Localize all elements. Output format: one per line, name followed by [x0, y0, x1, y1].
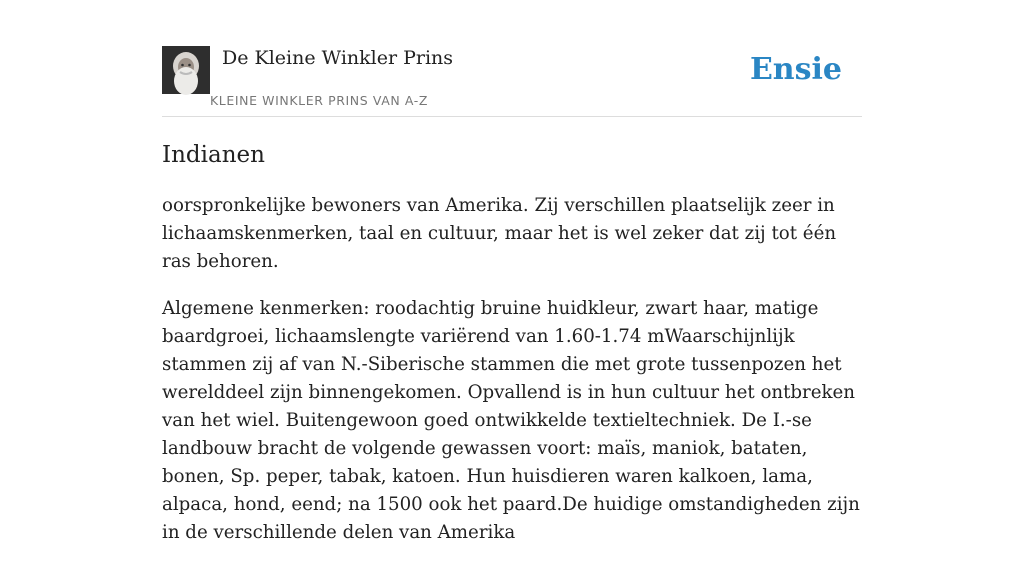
author-avatar[interactable]	[162, 46, 210, 94]
entry-paragraph-1: oorspronkelijke bewoners van Amerika. Zij verschillen plaatselijk zeer in lichaamskenmerken, taal en cultuur, maar het is wel zeker dat zij tot één ras behoren.	[162, 195, 837, 272]
bearded-man-portrait-icon	[162, 46, 210, 94]
entry-paragraph-2: Algemene kenmerken: roodachtig bruine huidkleur, zwart haar, matige baardgroei, lichaamslengte variërend van 1.60-1.74 mWaarschijnlijk stammen zij af van N.-Siberische stammen die met grote tussenpozen het werelddeel zijn binnengekomen. Opvallend is in hun cultuur het ontbreken van het wiel. Buitengewoon goed ontwikkelde textieltechniek. De I.-se landbouw bracht de volgende gewassen voort: maïs, maniok, bataten, bonen, Sp. peper, tabak, katoen. Hun huisdieren waren kalkoen, lama, alpaca, hond, eend; na 1500 ook het paard.De huidige omstandigheden zijn in de verschillende delen van Amerika	[162, 298, 860, 543]
brand-logo[interactable]: Ensie	[749, 52, 842, 87]
header	[162, 0, 862, 117]
entry-title: Indianen	[162, 142, 265, 168]
entry-body	[162, 192, 862, 566]
content-container	[162, 0, 862, 543]
source-title[interactable]: De Kleine Winkler Prins	[222, 47, 454, 69]
source-subtitle[interactable]: KLEINE WINKLER PRINS VAN A-Z	[210, 93, 429, 108]
